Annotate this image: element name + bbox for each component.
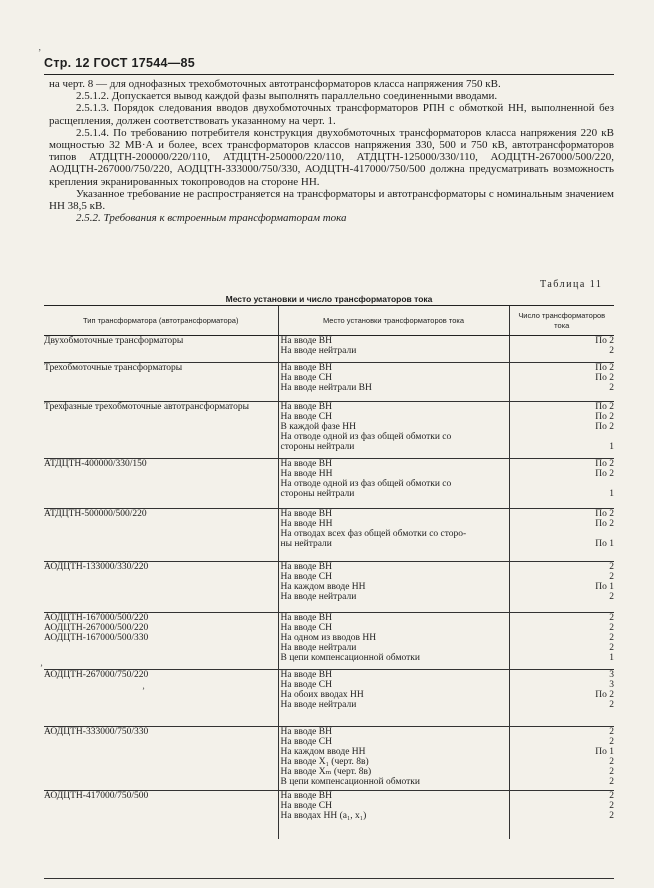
install-location: На вводе ВН — [280, 670, 332, 680]
install-location: На вводе нейтрали — [280, 346, 357, 356]
transformer-count: 2 — [609, 767, 614, 777]
install-location: На вводе СН — [280, 412, 332, 422]
transformer-count: По 1 — [595, 582, 614, 592]
install-location: На вводе X₁ (черт. 8в) — [280, 757, 369, 767]
count-cell — [509, 791, 614, 839]
margin-mark: ʼ — [38, 48, 42, 59]
transformer-count — [510, 479, 615, 489]
count-cell — [509, 336, 614, 363]
transformer-type: АОДЦТН-267000/500/220 — [44, 623, 149, 633]
transformer-count — [510, 529, 615, 539]
install-location: На вводе СН — [280, 623, 332, 633]
transformer-count: 2 — [609, 643, 614, 653]
location-cell — [278, 562, 509, 613]
install-location: На вводе ВН — [280, 336, 332, 346]
transformer-type: АОДЦТН-417000/750/500 — [44, 791, 149, 801]
install-location: На вводе ВН — [280, 562, 332, 572]
install-location: На вводе СН — [280, 801, 332, 811]
transformer-count: 2 — [609, 346, 614, 356]
header-rule — [44, 74, 614, 75]
install-location: В цепи компенсационной обмотки — [280, 777, 420, 787]
table-row — [44, 509, 614, 562]
install-location: На вводе Xₘ (черт. 8в) — [280, 767, 372, 777]
transformer-count: 2 — [609, 572, 614, 582]
transformer-count: По 1 — [595, 747, 614, 757]
location-cell — [278, 613, 509, 670]
install-location: На вводе нейтрали ВН — [280, 383, 372, 393]
location-cell — [278, 670, 509, 727]
transformer-count: По 2 — [595, 402, 614, 412]
type-cell — [44, 363, 278, 402]
table-row — [44, 336, 614, 363]
transformer-type: АОДЦТН-267000/750/220 — [44, 670, 149, 680]
header-type: Тип трансформатора (автотрансформатора) — [44, 306, 278, 336]
count-cell — [509, 670, 614, 727]
table-caption: Место установки и число трансформаторов тока — [225, 294, 433, 304]
count-cell — [509, 727, 614, 791]
transformer-count: 2 — [609, 592, 614, 602]
type-cell — [44, 336, 278, 363]
install-location: На вводе НН — [280, 469, 333, 479]
install-location: На вводе НН — [280, 519, 333, 529]
install-location: На обоих вводах НН — [280, 690, 364, 700]
install-location: На вводе ВН — [280, 509, 332, 519]
transformer-type: АОДЦТН-133000/330/220 — [44, 562, 149, 572]
transformer-count — [510, 432, 615, 442]
transformer-count: 1 — [609, 489, 614, 499]
install-location: На вводе СН — [280, 373, 332, 383]
paragraph-continuation: на черт. 8 — для однофазных трехобмоточных автотрансформаторов класса напряжения 750 кВ. — [49, 78, 501, 90]
location-cell — [278, 791, 509, 839]
type-cell — [44, 613, 278, 670]
transformer-count: 2 — [609, 700, 614, 710]
install-location: На вводе нейтрали — [280, 592, 357, 602]
current-transformers-table — [44, 305, 614, 839]
install-location: В цепи компенсационной обмотки — [280, 653, 420, 663]
type-cell — [44, 459, 278, 509]
table-row — [44, 727, 614, 791]
count-cell — [509, 459, 614, 509]
transformer-type: Трехобмоточные трансформаторы — [44, 363, 183, 373]
paragraph-note: Указанное требование не распространяется на трансформаторы и автотрансформаторы с номинальным значением НН 38,5 кВ. — [49, 187, 614, 213]
transformer-type: Трехфазные трехобмоточные автотрансформаторы — [44, 402, 249, 412]
type-cell — [44, 562, 278, 613]
transformer-count: По 2 — [595, 509, 614, 519]
transformer-type: АТДЦТН-400000/330/150 — [44, 459, 147, 469]
table-row — [44, 459, 614, 509]
install-location: На отводе одной из фаз общей обмотки со — [280, 432, 452, 442]
table-row — [44, 402, 614, 459]
transformer-count: По 1 — [595, 539, 614, 549]
transformer-count: 3 — [609, 680, 614, 690]
stray-mark: ʼ — [142, 686, 145, 696]
transformer-count: По 2 — [595, 469, 614, 479]
transformer-count: 1 — [609, 442, 614, 452]
table-label: Таблица 11 — [540, 279, 603, 290]
table-header-row — [44, 306, 614, 336]
footer-rule — [44, 878, 614, 879]
transformer-type: АТДЦТН-500000/500/220 — [44, 509, 147, 519]
transformer-count: По 2 — [595, 422, 614, 432]
install-location: На вводе СН — [280, 737, 332, 747]
paragraph-2-5-1-3: 2.5.1.3. Порядок следования вводов двухобмоточных трансформаторов РПН с обмоткой НН, выполненной без расщепления, должен соответствовать указанному на черт. 1. — [49, 102, 614, 127]
count-cell — [509, 509, 614, 562]
type-cell — [44, 402, 278, 459]
install-location: стороны нейтрали — [280, 489, 355, 499]
install-location: На вводе нейтрали — [280, 643, 357, 653]
header-location: Место установки трансформаторов тока — [278, 306, 509, 336]
transformer-type: АОДЦТН-167000/500/330 — [44, 633, 149, 643]
install-location: На вводе ВН — [280, 363, 332, 373]
paragraph-2-5-1-4: 2.5.1.4. По требованию потребителя конструкция двухобмоточных трансформаторов класса напряжения 220 кВ мощностью 32 МВ·А и более, всех трансформаторов классов напряжения 330, 500 и 750 кВ, автотрансформаторов типов АТДЦТН-200000/220/110, АТДЦТН-250000/220/110, АТДЦТН-125000/330/110, АОДЦТН-267000/500/220, АОДЦТН-267000/750/220, АОДЦТН-333000/750/330, АОДЦТН-417000/750/500 должна предусматривать возможность крепления экранированных токопроводов на стороне НН. — [49, 126, 614, 188]
transformer-count: 2 — [609, 623, 614, 633]
transformer-count: По 2 — [595, 373, 614, 383]
transformer-count: 2 — [609, 801, 614, 811]
count-cell — [509, 562, 614, 613]
transformer-count: По 2 — [595, 519, 614, 529]
section-2-5-2-title: 2.5.2. Требования к встроенным трансформаторам тока — [76, 212, 347, 225]
install-location: На отводах всех фаз общей обмотки со сторо- — [280, 529, 467, 539]
transformer-count: 2 — [609, 791, 614, 801]
transformer-count: По 2 — [595, 412, 614, 422]
transformer-count: 2 — [609, 737, 614, 747]
header-count: Число трансформаторов тока — [509, 306, 614, 336]
transformer-count: 1 — [609, 653, 614, 663]
location-cell — [278, 727, 509, 791]
type-cell — [44, 509, 278, 562]
transformer-count: 2 — [609, 383, 614, 393]
table-row — [44, 791, 614, 839]
transformer-count: 3 — [609, 670, 614, 680]
install-location: На каждом вводе НН — [280, 582, 366, 592]
location-cell — [278, 459, 509, 509]
transformer-count: По 2 — [595, 363, 614, 373]
install-location: ны нейтрали — [280, 539, 332, 549]
transformer-count: 2 — [609, 613, 614, 623]
install-location: На вводе ВН — [280, 727, 332, 737]
count-cell — [509, 402, 614, 459]
type-cell — [44, 791, 278, 839]
page-header: Стр. 12 ГОСТ 17544—85 — [44, 56, 196, 70]
location-cell — [278, 336, 509, 363]
transformer-count: По 2 — [595, 336, 614, 346]
location-cell — [278, 402, 509, 459]
transformer-count: По 2 — [595, 690, 614, 700]
install-location: На отводе одной из фаз общей обмотки со — [280, 479, 452, 489]
body-text — [49, 78, 614, 224]
install-location: На вводе ВН — [280, 613, 332, 623]
install-location: На одном из вводов НН — [280, 633, 377, 643]
transformer-type: АОДЦТН-167000/500/220 — [44, 613, 149, 623]
install-location: На вводах НН (a₁, x₁) — [280, 811, 367, 821]
table-row — [44, 562, 614, 613]
transformer-count: 2 — [609, 562, 614, 572]
install-location: На вводе ВН — [280, 791, 332, 801]
transformer-count: 2 — [609, 727, 614, 737]
install-location: На каждом вводе НН — [280, 747, 366, 757]
transformer-count: 2 — [609, 777, 614, 787]
transformer-type: АОДЦТН-333000/750/330 — [44, 727, 149, 737]
table-body — [44, 336, 614, 839]
install-location: стороны нейтрали — [280, 442, 355, 452]
transformer-count: По 2 — [595, 459, 614, 469]
location-cell — [278, 509, 509, 562]
install-location: На вводе ВН — [280, 459, 332, 469]
paragraph-2-5-1-2: 2.5.1.2. Допускается вывод каждой фазы выполнять параллельно соединенными вводами. — [76, 90, 498, 103]
table-row — [44, 670, 614, 727]
table-row — [44, 613, 614, 670]
transformer-count: 2 — [609, 757, 614, 767]
location-cell — [278, 363, 509, 402]
transformer-type: Двухобмоточные трансформаторы — [44, 336, 184, 346]
install-location: На вводе СН — [280, 680, 332, 690]
install-location: На вводе ВН — [280, 402, 332, 412]
transformer-count: 2 — [609, 811, 614, 821]
table-row — [44, 363, 614, 402]
type-cell — [44, 670, 278, 727]
count-cell — [509, 363, 614, 402]
transformer-count: 2 — [609, 633, 614, 643]
install-location: В каждой фазе НН — [280, 422, 356, 432]
count-cell — [509, 613, 614, 670]
type-cell — [44, 727, 278, 791]
stray-mark: ʼ — [40, 663, 43, 673]
install-location: На вводе нейтрали — [280, 700, 357, 710]
install-location: На вводе СН — [280, 572, 332, 582]
